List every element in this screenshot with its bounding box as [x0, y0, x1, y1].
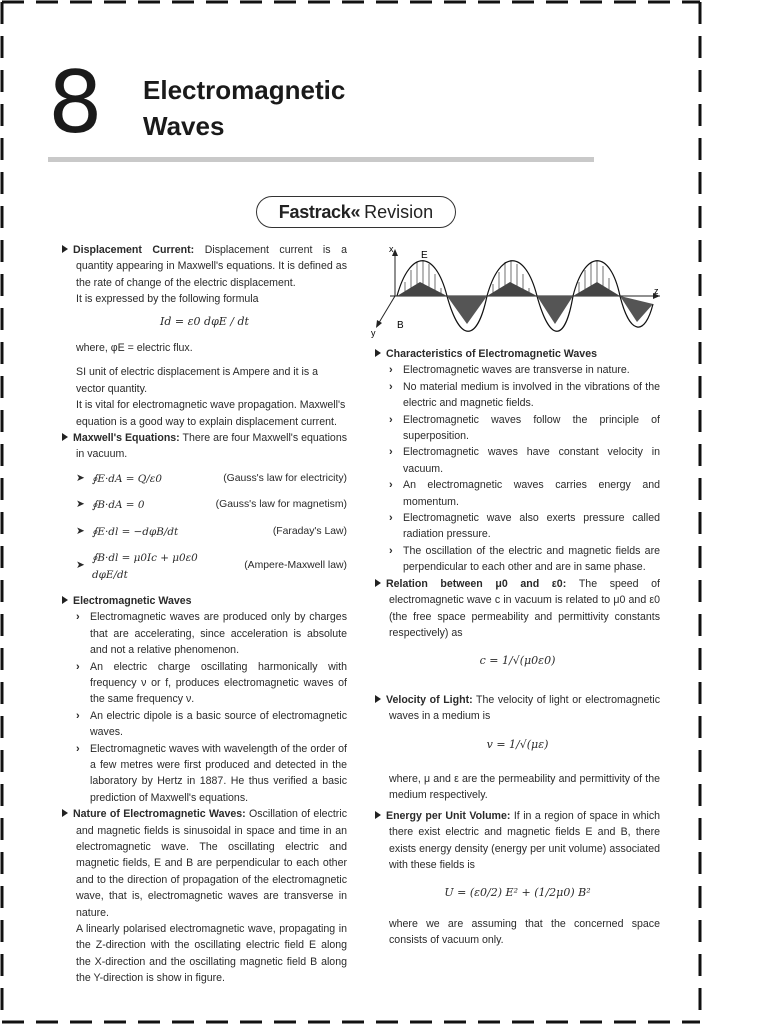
bullet-icon — [375, 579, 381, 587]
right-column — [375, 346, 660, 949]
em-waves-heading: Electromagnetic Waves — [62, 593, 347, 609]
axis-y-label: y — [371, 328, 376, 338]
list-item: › Electromagnetic waves have constant velocity in vacuum. — [389, 446, 660, 475]
maxwell-eq-row: ➤ ∮B·dl = μ0Ic + μ0ε0 dφE/dt (Ampere-Maxwell law) — [76, 552, 347, 581]
chevron-right-icon: › — [389, 479, 393, 492]
characteristics-list — [375, 362, 660, 575]
chevron-right-icon: ➤ — [76, 560, 85, 572]
badge-brand: Fastrack« — [278, 201, 361, 222]
chevron-right-icon: › — [389, 364, 393, 377]
chevron-right-icon: › — [389, 512, 393, 525]
chapter-title — [143, 72, 345, 144]
label-B: B — [397, 320, 404, 331]
chevron-right-icon: › — [389, 446, 393, 459]
displacement-current-para: Displacement Current: Displacement current is a quantity appearing in Maxwell's equations. It is defined as the rate of change of the electric displacement. — [62, 242, 347, 291]
list-item: › The oscillation of the electric and magnetic fields are perpendicular to each other and are in same phase. — [389, 544, 660, 574]
chevron-right-icon: › — [76, 660, 80, 673]
list-item: › Electromagnetic waves with wavelength of the order of a few metres were first produced and detected in the laboratory by Hertz in 1887. He thus verified a basic prediction of Maxwell's equations. — [76, 742, 347, 804]
vital-text: It is vital for electromagnetic wave propagation. Maxwell's equation is a good way to explain displacement current. — [76, 399, 346, 428]
energy-para: Energy per Unit Volume: If in a region of space in which there exist electric and magnetic fields E and B, there exists energy density (energy per unit volume) associated with these fields is — [375, 808, 660, 874]
bullet-icon — [62, 596, 68, 604]
chapter-number: 8 — [48, 53, 103, 153]
maxwell-equations-para: Maxwell's Equations: There are four Maxwell's equations in vacuum. — [62, 430, 347, 463]
chapter-title-line1: Electromagnetic — [143, 75, 346, 105]
characteristics-heading: Characteristics of Electromagnetic Waves — [375, 346, 660, 362]
formula-intro: It is expressed by the following formula — [76, 293, 259, 306]
bullet-icon — [375, 695, 381, 703]
displacement-formula: Id = ε0 dφE / dt — [160, 314, 249, 328]
velocity-para: Velocity of Light: The velocity of light or electromagnetic waves in a medium is — [375, 692, 660, 725]
em-waves-list — [62, 609, 347, 806]
chapter-rule — [48, 157, 594, 162]
chevron-right-icon: › — [76, 709, 80, 722]
velocity-formula: v = 1/√(με) — [486, 737, 549, 751]
relation-formula: c = 1/√(μ0ε0) — [479, 654, 556, 668]
list-item: › An electric dipole is a basic source of electromagnetic waves. — [76, 709, 347, 739]
list-item: › Electromagnetic waves are transverse in nature. — [389, 362, 660, 378]
bullet-icon — [62, 245, 68, 253]
si-unit-text: SI unit of electric displacement is Ampere and it is a vector quantity. — [76, 366, 319, 395]
chevron-right-icon: › — [389, 413, 393, 426]
maxwell-eq-row: ➤ ∮E·dl = −dφB/dt (Faraday's Law) — [76, 524, 347, 540]
list-item: › Electromagnetic waves are produced only by charges that are accelerating, since acceleration is absolute and not a relative phenomenon. — [76, 611, 347, 657]
relation-para: Relation between μ0 and ε0: The speed of electromagnetic wave c in vacuum is related to μ0 and ε0 (the free space permeability and permittivity constants respectively) as — [375, 576, 660, 642]
label-E: E — [421, 250, 428, 261]
maxwell-eq-row: ➤ ∮B·dA = 0 (Gauss's law for magnetism) — [76, 497, 347, 513]
chevron-right-icon: › — [76, 611, 80, 624]
list-item: › Electromagnetic wave also exerts pressure called radiation pressure. — [389, 512, 660, 541]
energy-formula: U = (ε0/2) E² + (1/2μ0) B² — [444, 886, 591, 900]
chevron-right-icon: › — [389, 380, 393, 393]
chevron-right-icon: ➤ — [76, 499, 85, 511]
em-wave-figure — [365, 244, 665, 340]
axis-x-label: x — [389, 244, 394, 254]
bullet-icon — [375, 349, 381, 357]
axis-z-label: z — [654, 286, 659, 296]
velocity-where: where, μ and ε are the permeability and permittivity of the medium respectively. — [389, 772, 660, 802]
flux-where: where, φE = electric flux. — [76, 342, 193, 355]
chevron-right-icon: ➤ — [76, 472, 85, 484]
chevron-right-icon: › — [76, 742, 80, 755]
bullet-icon — [62, 809, 68, 817]
maxwell-eq-list — [62, 471, 347, 583]
chapter-title-line2: Waves — [143, 111, 225, 141]
bullet-icon — [62, 433, 68, 441]
chevron-right-icon: ➤ — [76, 525, 85, 537]
badge-label: Revision — [364, 201, 434, 222]
nature-para-2: A linearly polarised electromagnetic wave, propagating in the Z-direction with the oscillating electric field E along the X-direction and the oscillating magnetic field B along the Y-direction is show in figure. — [76, 923, 347, 985]
list-item: › An electric charge oscillating harmonically with frequency ν or f, produces electromagnetic waves of the same frequency ν. — [76, 660, 347, 706]
nature-para: Nature of Electromagnetic Waves: Oscillation of electric and magnetic fields is sinusoidal in space and time in an electromagnetic wave. The oscillating electric and magnetic fields, E and B are perpendicular to each other and to the direction of propagation of the electromagnetic wave, that is, electromagnetic waves are transverse in nature. — [62, 806, 347, 921]
fastrack-revision-badge — [256, 196, 456, 228]
energy-where: where we are assuming that the concerned space consists of vacuum only. — [389, 917, 660, 947]
bullet-icon — [375, 811, 381, 819]
maxwell-eq-row: ➤ ∮E·dA = Q/ε0 (Gauss's law for electricity) — [76, 471, 347, 487]
chevron-right-icon: › — [389, 544, 393, 557]
list-item: › No material medium is involved in the vibrations of the electric and magnetic fields. — [389, 380, 660, 410]
left-column — [62, 242, 347, 987]
list-item: › An electromagnetic waves carries energy and momentum. — [389, 479, 660, 508]
list-item: › Electromagnetic waves follow the principle of superposition. — [389, 413, 660, 443]
